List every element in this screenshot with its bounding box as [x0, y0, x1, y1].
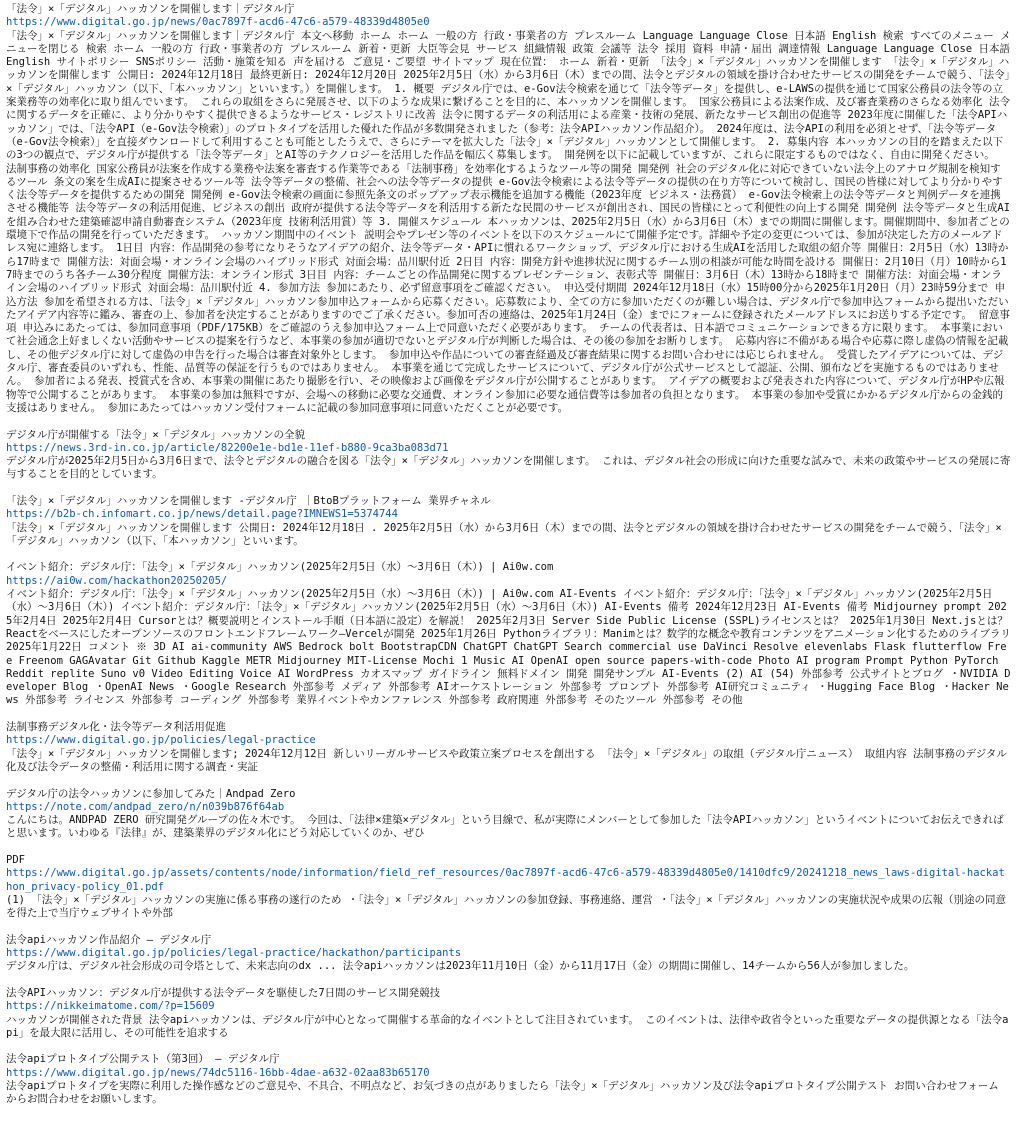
result-url-link[interactable]: https://www.digital.go.jp/news/74dc5116-16bb-4dae-a632-02aa83b65170	[6, 1066, 430, 1079]
result-snippet: 「法令」×「デジタル」ハッカソンを開催します; 2024年12月12日 新しいリーガルサービスや政策立案プロセスを創出する 「法令」×「デジタル」の取組（デジタル庁ニュース） 取組内容 法制事務のデジタル化及び法令データの整備・利活用に関する調査・実証	[6, 747, 1007, 773]
result-title: 法令apiプロトタイプ公開テスト（第3回） – デジタル庁	[6, 1053, 280, 1066]
search-result-9	[6, 987, 1011, 1040]
result-title: 法制事務デジタル化・法令等データ利活用促進	[6, 721, 226, 734]
result-title: デジタル庁が開催する「法令」×「デジタル」ハッカソンの全貌	[6, 428, 306, 441]
result-title: イベント紹介：デジタル庁：「法令」×「デジタル」ハッカソン(2025年2月5日（水）～3月6日（木）) | Ai0w.com	[6, 561, 554, 574]
result-title: 「法令」×「デジタル」ハッカソンを開催します｜デジタル庁	[6, 3, 295, 15]
result-url-link[interactable]: https://nikkeimatome.com/?p=15609	[6, 1000, 215, 1013]
result-title: デジタル庁の法令ハッカソンに参加してみた｜Andpad Zero	[6, 787, 296, 800]
result-url-link[interactable]: https://note.com/andpad_zero/n/n039b876f64ab	[6, 800, 285, 813]
result-url-link[interactable]: https://www.digital.go.jp/assets/contents/node/information/field_ref_resources/0ac7897f-acd6-47c6-a579-48339d4805e0/1410dfc9/20241218_news_laws-digital-hackathon_privacy-policy_01.pdf	[6, 867, 1005, 893]
result-snippet: ハッカソンが開催された背景 法令apiハッカソンは、デジタル庁が中心となって開催する革命的なイベントとして注目されています。 このイベントは、法律や政省令といった重要なデータの提供源となる「法令api」を最大限に活用し、その可能性を追求する	[6, 1013, 1009, 1039]
result-snippet: デジタル庁は、デジタル社会形成の司令塔として、未来志向のdx ... 法令apiハッカソンは2023年11月10日（金）から11月17日（金）の期間に開催し、14チームから56人が参加しました。	[6, 960, 915, 973]
search-result-5	[6, 721, 1011, 774]
search-result-10	[6, 1053, 1011, 1106]
result-url-link[interactable]: https://b2b-ch.infomart.co.jp/news/detail.page?IMNEWS1=5374744	[6, 508, 398, 521]
search-result-3	[6, 495, 1011, 548]
result-url-link[interactable]: https://news.3rd-in.co.jp/article/82200e1e-bd1e-11ef-b880-9ca3ba083d71	[6, 441, 449, 454]
search-result-8	[6, 934, 1011, 974]
result-snippet: 法令apiプロトタイプを実際に利用した操作感などのご意見や、不具合、不明点など、お気づきの点がありましたら「法令」×「デジタル」ハッカソン及び法令apiプロトタイプ公開テスト お問い合わせフォーム からお問合わせをお願いします。	[6, 1080, 1006, 1106]
search-result-2	[6, 429, 1011, 482]
result-snippet: 「法令」×「デジタル」ハッカソンを開催します｜デジタル庁 本文へ移動 ホーム ホーム 一般の方 行政・事業者の方 プレスルーム Language Language Close 日本語 English 検索 すべてのメニュー メニューを閉じる 検索 ホーム 一般の方 行政・事業者の方 プレスルーム 新着・更新 大臣等会見 サービス 組織情報 政策 会議等 法令 採用 資料 申請・届出 調達情報 Language Language Close 日本語 English サイトポリシー SNSポリシー 活動・施策を知る 声を届ける ご意見・ご要望 サイトマップ 現在位置： ホーム 新着・更新 「法令」×「デジタル」ハッカソンを開催します 「法令」×「デジタル」ハッカソンを開催します 公開日: 2024年12月18日 最終更新日: 2024年12月20日 2025年2月5日（水）から3月6日（木）までの間、法令とデジタルの領域を掛け合わせたサービスの開発をチームで競う、「法令」×「デジタル」ハッカソン（以下、「本ハッカソン」といいます。）を開催します。 1. 概要 デジタル庁では、e-Gov法令検索を通じて「法令等データ」を提供し、e-LAWSの提供を通じて国家公務員の法令等の立案業務等の効率化に取り組んでいます。 これらの取組をさらに発展させ、以下のような成果に繋げることを目的に、本ハッカソンを開催します。 国家公務員による法案作成、及び審査業務のさらなる効率化 法令に関するデータを正確に、より分かりやすく提供できるようなサービス・レジストリに改善 法令に関するデータの利活用による産業・技術の発展、新たなサービス創出の促進等 2023年度に開催した「法令APIハッカソン」では、「法令API（e-Gov法令検索）」のプロトタイプを活用した優れた作品が多数開発されました（参考：法令APIハッカソン作品紹介）。 2024年度は、法令APIの利用を必須とせず、「法令等データ（e-Gov法令検索）」を直接ダウンロードして利用することも可能としたうえで、さらにテーマを拡大した「法令」×「デジタル」ハッカソンとして開催します。 2. 募集内容 本ハッカソンの目的を踏まえた以下の3つの観点で、デジタル庁が提供する「法令等データ」とAI等のテクノロジーを活用した作品を幅広く募集します。 開発例を以下に記載していますが、これらに限定するものではなく、自由に開発ください。 法制事務の効率化 国家公務員が法案を作成する業務や法案を審査する作業等である「法制事務」を効率化するようなツール等の開発 開発例 社会のデジタル化に対応できていない法令上のアナログ規制を検知するツール 条文の案を生成AIに提案させるツール等 法令等データの整備、社会への法令等データの提供 e-Gov法令検索による法令等データの提供の在り方等について検討し、国民の皆様に対してより分かりやすく法令等データを提供するための開発 開発例 e-Gov法令検索の画面に参照先条文のポップアップ表示機能を追加する機能（2023年度 ビジネス・法務賞） e-Gov法令検索上の法令等データと判例データを連携させる機能等 法令等データの利活用促進、ビジネスの創出 政府が提供する法令等データを利活用する新たな民間のサービスが創出され、国民の皆様にとって利便性の向上する開発 開発例 法令等データと生成AIを組み合わせた建築確認申請自動審査システム（2023年度 技術利活用賞）等 3. 開催スケジュール 本ハッカソンは、2025年2月5日（水）から3月6日（木）までの期間に開催します。開催期間中、参加者ごとの環境下で作品の開発を行っていただきます。 ハッカソン期間中のイベント 説明会やプレゼン等のイベントを以下のスケジュールにて開催予定です。詳細や予定の変更については、参加が決定した方のメールアドレス宛に連絡します。 1日目 内容：作品開発の参考になりそうなアイデアの紹介、法令等データ・APIに慣れるワークショップ、デジタル庁における生成AIを活用した取組の紹介等 開催日：2月5日（水）13時から17時まで 開催方法：対面会場・オンライン会場のハイブリッド形式 対面会場：品川駅付近 2日目 内容：開発方針や進捗状況に関するチーム別の相談が可能な時間を設ける 開催日：2月10日（月）10時から17時までのうち各チーム30分程度 開催方法：オンライン形式 3日目 内容：チームごとの作品開発に関するプレゼンテーション、表彰式等 開催日：3月6日（木）13時から18時まで 開催方法：対面会場・オンライン会場のハイブリッド形式 対面会場：品川駅付近 4. 参加方法 参加にあたり、必ず留意事項をご確認ください。 申込受付期間 2024年12月18日（水）15時00分から2025年1月20日（月）23時59分まで 申込方法 参加を希望される方は、「法令」×「デジタル」ハッカソン参加申込フォームから応募ください。応募数により、全ての方に参加いただくのが難しい場合は、デジタル庁で参加申込フォームから提出いただいたアイデア内容等に鑑み、審査の上、参加者を決定することがありますのでご了承ください。参加可否の連絡は、2025年1月24日（金）までにフォームに登録されたメールアドレスにお送りする予定です。 留意事項 申込みにあたっては、参加同意事項（PDF/175KB）をご確認のうえ参加申込フォーム上で同意いただく必要があります。 チームの代表者は、日本語でコミュニケーションできる方に限ります。 本事業において社会通念上好ましくない活動やサービスの提案を行うなど、本事業の参加が適切でないとデジタル庁が判断した場合は、その後の参加をお断りします。 応募内容に不備がある場合や応募に際し虚偽の情報を記載し、その他デジタル庁に対して虚偽の申告を行った場合は審査対象外とします。 参加申込や作品についての審査経過及び審査結果に関するお問い合わせには応じられません。 受賞したアイデアについては、デジタル庁、審査委員のいずれも、性能、品質等の保証を行うものではありません。 本事業を通じて完成したサービスについて、デジタル庁が公式サービスとして認証、公開、頒布などを実施するものではありません。 参加者による発表、授賞式を含め、本事業の開催にあたり撮影を行い、その映像および画像をデジタル庁が公開することがあります。 アイデアの概要および発表された内容について、デジタル庁がHPや広報物等で公開することがあります。 本事業の参加は無料ですが、会場への移動に必要な交通費、オンライン参加に必要な通信費等は参加者の負担となります。 本事業の参加や受賞にかかるデジタル庁からの金銭的支援はありません。 参加にあたってはハッカソン受付フォームに記載の参加同意事項に同意いただくことが必要です。	[6, 29, 1017, 414]
result-title: 「法令」×「デジタル」ハッカソンを開催します -デジタル庁 ｜BtoBプラットフォーム 業界チャネル	[6, 494, 491, 507]
result-snippet: デジタル庁が2025年2月5日から3月6日まで、法令とデジタルの融合を図る「法令」×「デジタル」ハッカソンを開催します。 これは、デジタル社会の形成に向けた重要な試みで、未来の政策やサービスの発展に寄与することを目的としています。	[6, 455, 1011, 481]
search-result-4	[6, 561, 1017, 707]
result-snippet: (1) 「法令」×「デジタル」ハッカソンの実施に係る事務の遂行のため ・「法令」×「デジタル」ハッカソンの参加登録、事務連絡、運営 ・「法令」×「デジタル」ハッカソンの実施状況や成果の広報（別途の同意を得た上で当庁ウェブサイトや外部	[6, 893, 1006, 920]
result-title: PDF	[6, 854, 25, 866]
result-url-link[interactable]: https://www.digital.go.jp/policies/legal-practice/hackathon/participants	[6, 947, 462, 960]
search-result-6	[6, 788, 1011, 841]
result-title: 法令apiハッカソン作品紹介 – デジタル庁	[6, 933, 212, 946]
search-result-7	[6, 854, 1011, 920]
result-url-link[interactable]: https://www.digital.go.jp/policies/legal-practice	[6, 734, 316, 747]
result-url-link[interactable]: https://www.digital.go.jp/news/0ac7897f-acd6-47c6-a579-48339d4805e0	[6, 16, 430, 29]
result-snippet: 「法令」×「デジタル」ハッカソンを開催します 公開日: 2024年12月18日 . 2025年2月5日（水）から3月6日（木）までの間、法令とデジタルの領域を掛け合わせたサービスの開発をチームで競う、「法令」×「デジタル」ハッカソン（以下、「本ハッカソン」といいます。	[6, 521, 1002, 547]
result-title: 法令APIハッカソン：デジタル庁が提供する法令データを駆使した7日間のサービス開発競技	[6, 986, 441, 999]
search-result-1	[6, 3, 1017, 415]
result-url-link[interactable]: https://ai0w.com/hackathon20250205/	[6, 574, 228, 587]
result-snippet: こんにちは。ANDPAD ZERO 研究開発グループの佐々木です。 今回は、「法律×建築×デジタル」という目線で、私が実際にメンバーとして参加した「法令APIハッカソン」というイベントについてお伝えできればと思います。いわゆる『法律』が、建築業界のデジタル化にどう対応していくのか、ぜひ	[6, 814, 1004, 840]
result-snippet: イベント紹介：デジタル庁：「法令」×「デジタル」ハッカソン(2025年2月5日（水）～3月6日（木）) | Ai0w.com AI-Events イベント紹介：デジタル庁：「法令」×「デジタル」ハッカソン(2025年2月5日（水）～3月6日（木）) イベント紹介：デジタル庁：「法令」×「デジタル」ハッカソン(2025年2月5日（水）～3月6日（木）) AI-Events 備考 2024年12月23日 AI-Events 備考 Midjourney prompt 2025年2月4日 2025年2月4日 Cursorとは？概要説明とインストール手順（日本語に設定）を解説！ 2025年2月3日 Server Side Public License (SSPL)ライセンスとは？ 2025年1月30日 Next.jsとは？Reactをベースにしたオープンソースのフロントエンドフレームワーク—Vercelが開発 2025年1月26日 Pythonライブラリ：Manimとは？数学的な概念や教育コンテンツをアニメーション化するためのライブラリ 2025年1月22日 コメント ※ 3D AI ai-community AWS Bedrock bolt BootstrapCDN ChatGPT ChatGPT Search commercial use DaVinci Resolve elevenlabs Flask flutterflow Free Freenom GAGAvatar Git Github Kaggle METR Midjourney MIT-License Mochi 1 Music AI OpenAI open source papers-with-code Photo AI program Prompt Python PyTorch Reddit replite Suno v0 Video Editing Voice AI WordPress カオスマップ ガイドライン 無料ドメイン 開発 開発サンプル AI-Events (2) AI (54) 外部参考 公式サイトとブログ ・NVIDIA Developer Blog ・OpenAI News ・Google Research 外部参考 メディア 外部参考 AIオーケストレーション 外部参考 プロンプト 外部参考 AI研究コミュニティ ・Hugging Face Blog ・Hacker News 外部参考 ライセンス 外部参考 コーディング 外部参考 業界イベントやカンファレンス 外部参考 政府関連 外部参考 そのたツール 外部参考 その他	[6, 588, 1017, 707]
